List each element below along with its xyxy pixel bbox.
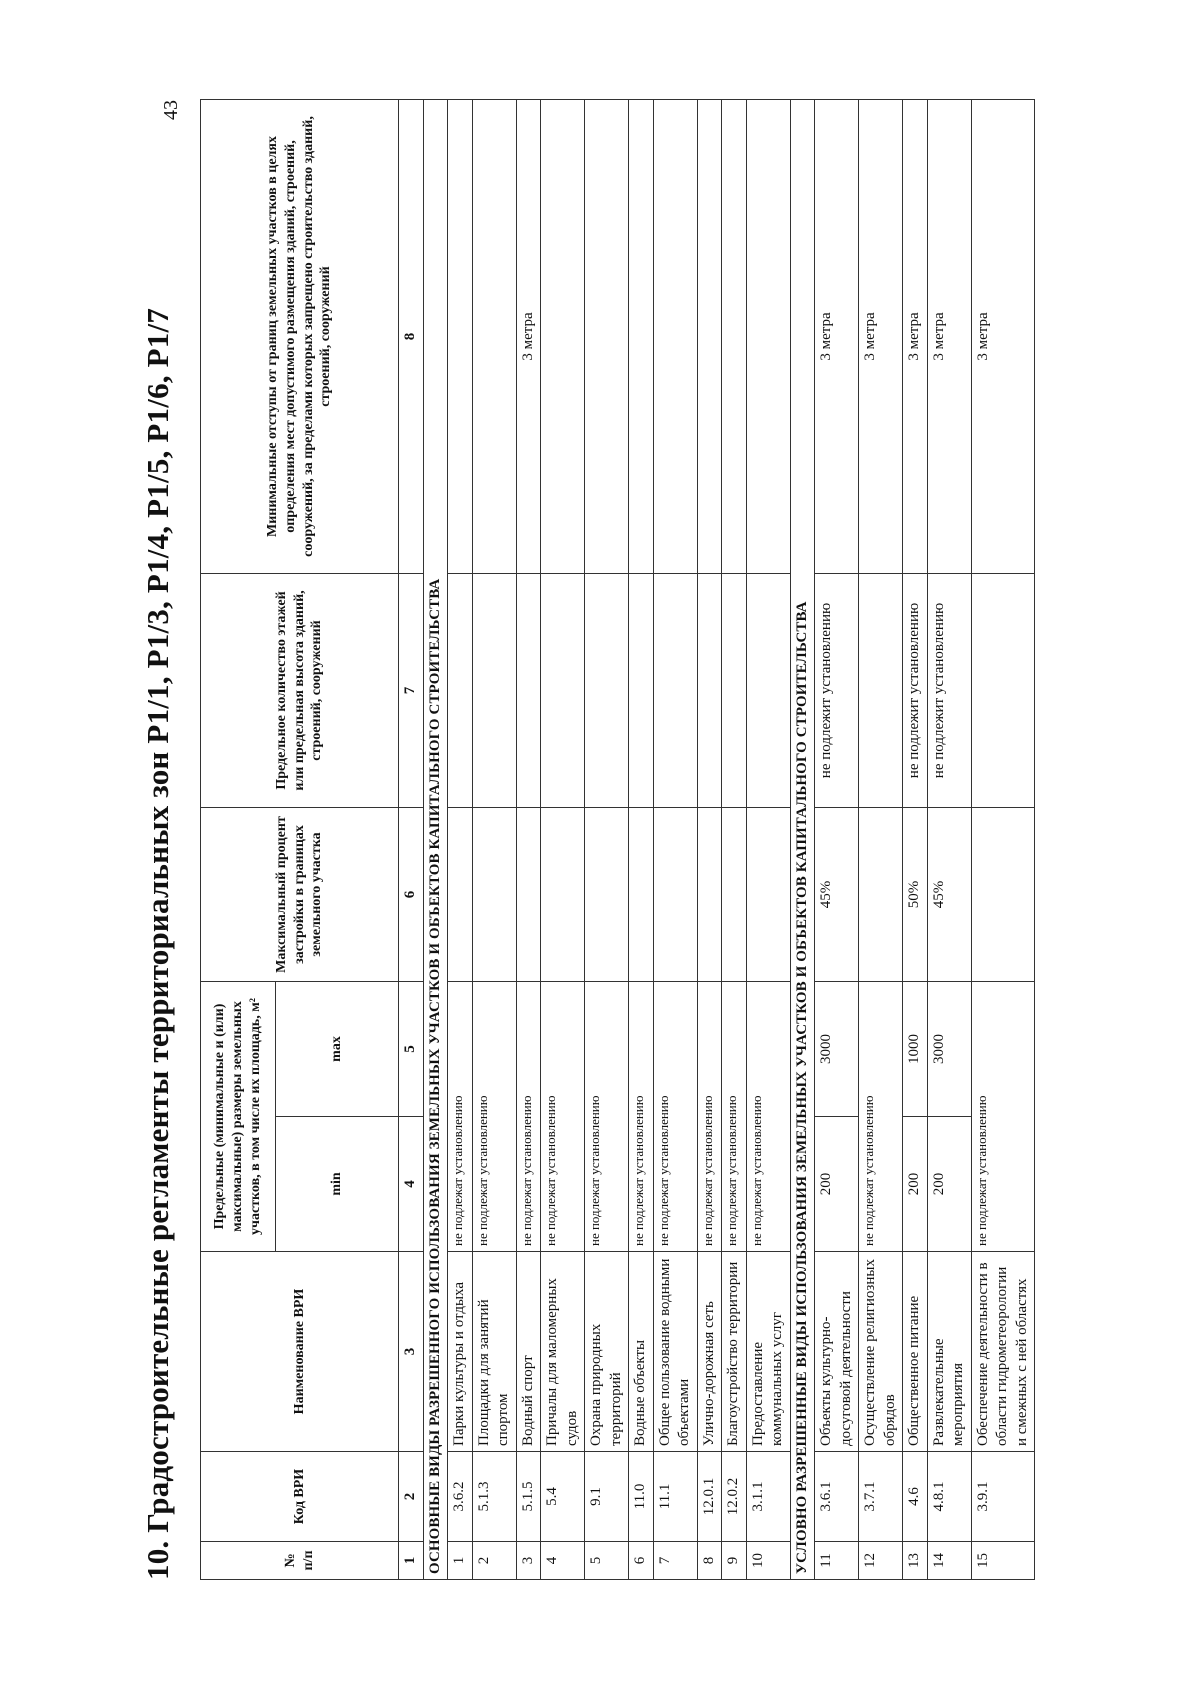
row-name: Благоустройство территории — [722, 1252, 747, 1452]
row-name: Объекты культурно-досуговой деятельности — [815, 1252, 859, 1452]
header-min: min — [276, 1117, 399, 1252]
table-row — [903, 100, 928, 1580]
row-area-min: 200 — [903, 1117, 928, 1252]
section-title-conditional: УСЛОВНО РАЗРЕШЕННЫЕ ВИДЫ ИСПОЛЬЗОВАНИЯ ЗЕМЕЛЬНЫХ УЧАСТКОВ И ОБЪЕКТОВ КАПИТАЛЬНОГО СТРОИТЕЛЬСТВА — [790, 100, 815, 1580]
row-code: 3.9.1 — [971, 1452, 1035, 1542]
row-floors — [746, 574, 790, 808]
row-setback — [541, 100, 585, 574]
row-code: 3.6.1 — [815, 1452, 859, 1542]
regulations-table — [200, 99, 1035, 1580]
row-area-value: не подлежат установлению — [722, 982, 747, 1252]
header-code: Код ВРИ — [201, 1452, 399, 1542]
row-floors — [697, 574, 722, 808]
row-setback — [585, 100, 629, 574]
row-num: 14 — [927, 1542, 971, 1580]
table-row — [746, 100, 790, 1580]
row-setback: 3 метра — [971, 100, 1035, 574]
row-code: 12.0.2 — [722, 1452, 747, 1542]
column-number: 2 — [399, 1452, 424, 1542]
row-area-value: не подлежат установлению — [746, 982, 790, 1252]
row-name: Площадки для занятий спортом — [472, 1252, 516, 1452]
row-num: 2 — [472, 1542, 516, 1580]
row-floors — [516, 574, 541, 808]
row-code: 5.4 — [541, 1452, 585, 1542]
row-floors: не подлежит установлению — [927, 574, 971, 808]
page-number: 43 — [160, 100, 182, 120]
row-setback — [448, 100, 473, 574]
row-num: 15 — [971, 1542, 1035, 1580]
row-percent — [472, 808, 516, 982]
row-setback: 3 метра — [516, 100, 541, 574]
row-percent — [971, 808, 1035, 982]
section-row-conditional — [790, 100, 815, 1580]
row-code: 4.6 — [903, 1452, 928, 1542]
row-area-value: не подлежат установлению — [585, 982, 629, 1252]
table-row — [516, 100, 541, 1580]
row-code: 4.8.1 — [927, 1452, 971, 1542]
row-name: Осуществление религиозных обрядов — [859, 1252, 903, 1452]
row-percent — [722, 808, 747, 982]
row-num: 13 — [903, 1542, 928, 1580]
row-num: 5 — [585, 1542, 629, 1580]
row-name: Парки культуры и отдыха — [448, 1252, 473, 1452]
row-floors — [585, 574, 629, 808]
row-code: 12.0.1 — [697, 1452, 722, 1542]
row-num: 1 — [448, 1542, 473, 1580]
row-percent — [653, 808, 697, 982]
row-code: 3.6.2 — [448, 1452, 473, 1542]
column-number: 1 — [399, 1542, 424, 1580]
row-name: Охрана природных территорий — [585, 1252, 629, 1452]
row-area-value: не подлежат установлению — [653, 982, 697, 1252]
page-title: 10. Градостроительные регламенты территориальных зон Р1/1, Р1/3, Р1/4, Р1/5, Р1/6, Р1/7 — [140, 307, 175, 1580]
row-area-min: 200 — [815, 1117, 859, 1252]
row-percent — [448, 808, 473, 982]
row-percent: 50% — [903, 808, 928, 982]
row-name: Причалы для маломерных судов — [541, 1252, 585, 1452]
row-code: 11.0 — [629, 1452, 654, 1542]
section-row-main — [423, 100, 448, 1580]
header-max: max — [276, 982, 399, 1117]
row-code: 11.1 — [653, 1452, 697, 1542]
column-number: 8 — [399, 100, 424, 574]
row-name: Предоставление коммунальных услуг — [746, 1252, 790, 1452]
row-num: 6 — [629, 1542, 654, 1580]
row-floors — [653, 574, 697, 808]
column-number: 3 — [399, 1252, 424, 1452]
row-num: 10 — [746, 1542, 790, 1580]
row-floors — [859, 574, 903, 808]
row-percent: 45% — [815, 808, 859, 982]
column-number-row — [399, 100, 424, 1580]
column-number: 4 — [399, 1117, 424, 1252]
row-num: 9 — [722, 1542, 747, 1580]
row-setback — [697, 100, 722, 574]
row-area-min: 200 — [927, 1117, 971, 1252]
header-setback: Минимальные отступы от границ земельных участков в целях определения мест допустимого размещения зданий, строений, сооружений, за пределами которых запрещено строительство зданий, строений, сооружений — [201, 100, 399, 574]
row-num: 3 — [516, 1542, 541, 1580]
header-name: Наименование ВРИ — [201, 1252, 399, 1452]
table-row — [815, 100, 859, 1580]
row-code: 3.7.1 — [859, 1452, 903, 1542]
row-setback: 3 метра — [927, 100, 971, 574]
header-percent: Максимальный процент застройки в границах земельного участка — [201, 808, 399, 982]
row-code: 3.1.1 — [746, 1452, 790, 1542]
table-row — [697, 100, 722, 1580]
row-setback — [746, 100, 790, 574]
table-row — [722, 100, 747, 1580]
row-name: Обеспечение деятельности в области гидрометеорологии и смежных с ней областях — [971, 1252, 1035, 1452]
row-percent: 45% — [927, 808, 971, 982]
row-name: Развлекательные мероприятия — [927, 1252, 971, 1452]
column-number: 7 — [399, 574, 424, 808]
column-number: 5 — [399, 982, 424, 1117]
row-num: 4 — [541, 1542, 585, 1580]
column-number: 6 — [399, 808, 424, 982]
row-percent — [697, 808, 722, 982]
row-name: Водные объекты — [629, 1252, 654, 1452]
row-setback: 3 метра — [815, 100, 859, 574]
row-percent — [746, 808, 790, 982]
header-floors: Предельное количество этажей или предельная высота зданий, строений, сооружений — [201, 574, 399, 808]
row-area-value: не подлежат установлению — [516, 982, 541, 1252]
row-floors — [541, 574, 585, 808]
row-num: 8 — [697, 1542, 722, 1580]
table-row — [927, 100, 971, 1580]
row-area-value: не подлежат установлению — [629, 982, 654, 1252]
row-setback — [722, 100, 747, 574]
table-row — [472, 100, 516, 1580]
row-setback: 3 метра — [859, 100, 903, 574]
row-area-max: 1000 — [903, 982, 928, 1117]
row-percent — [629, 808, 654, 982]
row-percent — [585, 808, 629, 982]
row-floors — [971, 574, 1035, 808]
row-area-value: не подлежат установлению — [859, 982, 903, 1252]
table-row — [629, 100, 654, 1580]
row-setback — [629, 100, 654, 574]
table-row — [541, 100, 585, 1580]
row-area-value: не подлежат установлению — [971, 982, 1035, 1252]
table-row — [448, 100, 473, 1580]
row-setback — [653, 100, 697, 574]
row-name: Общее пользование водными объектами — [653, 1252, 697, 1452]
row-area-value: не подлежат установлению — [448, 982, 473, 1252]
row-floors — [448, 574, 473, 808]
row-code: 5.1.3 — [472, 1452, 516, 1542]
row-percent — [516, 808, 541, 982]
row-setback: 3 метра — [903, 100, 928, 574]
section-title-main: ОСНОВНЫЕ ВИДЫ РАЗРЕШЕННОГО ИСПОЛЬЗОВАНИЯ ЗЕМЕЛЬНЫХ УЧАСТКОВ И ОБЪЕКТОВ КАПИТАЛЬНОГО СТРОИТЕЛЬСТВА — [423, 100, 448, 1580]
rotated-page — [100, 100, 1103, 1580]
row-floors: не подлежит установлению — [903, 574, 928, 808]
table-row — [971, 100, 1035, 1580]
row-area-max: 3000 — [927, 982, 971, 1117]
row-area-value: не подлежат установлению — [541, 982, 585, 1252]
table-row — [585, 100, 629, 1580]
row-area-value: не подлежат установлению — [697, 982, 722, 1252]
header-row — [201, 100, 276, 1580]
row-percent — [541, 808, 585, 982]
row-name: Улично-дорожная сеть — [697, 1252, 722, 1452]
row-percent — [859, 808, 903, 982]
row-floors — [629, 574, 654, 808]
row-floors — [472, 574, 516, 808]
row-floors: не подлежит установлению — [815, 574, 859, 808]
row-num: 11 — [815, 1542, 859, 1580]
row-area-value: не подлежат установлению — [472, 982, 516, 1252]
header-area: Предельные (минимальные и (или) максимальные) размеры земельных участков, в том числе их площадь, м² — [201, 982, 276, 1252]
row-setback — [472, 100, 516, 574]
header-num: № п/п — [201, 1542, 399, 1580]
row-num: 7 — [653, 1542, 697, 1580]
table-row — [653, 100, 697, 1580]
row-floors — [722, 574, 747, 808]
row-num: 12 — [859, 1542, 903, 1580]
row-name: Водный спорт — [516, 1252, 541, 1452]
row-area-max: 3000 — [815, 982, 859, 1117]
row-code: 9.1 — [585, 1452, 629, 1542]
table-row — [859, 100, 903, 1580]
row-code: 5.1.5 — [516, 1452, 541, 1542]
row-name: Общественное питание — [903, 1252, 928, 1452]
